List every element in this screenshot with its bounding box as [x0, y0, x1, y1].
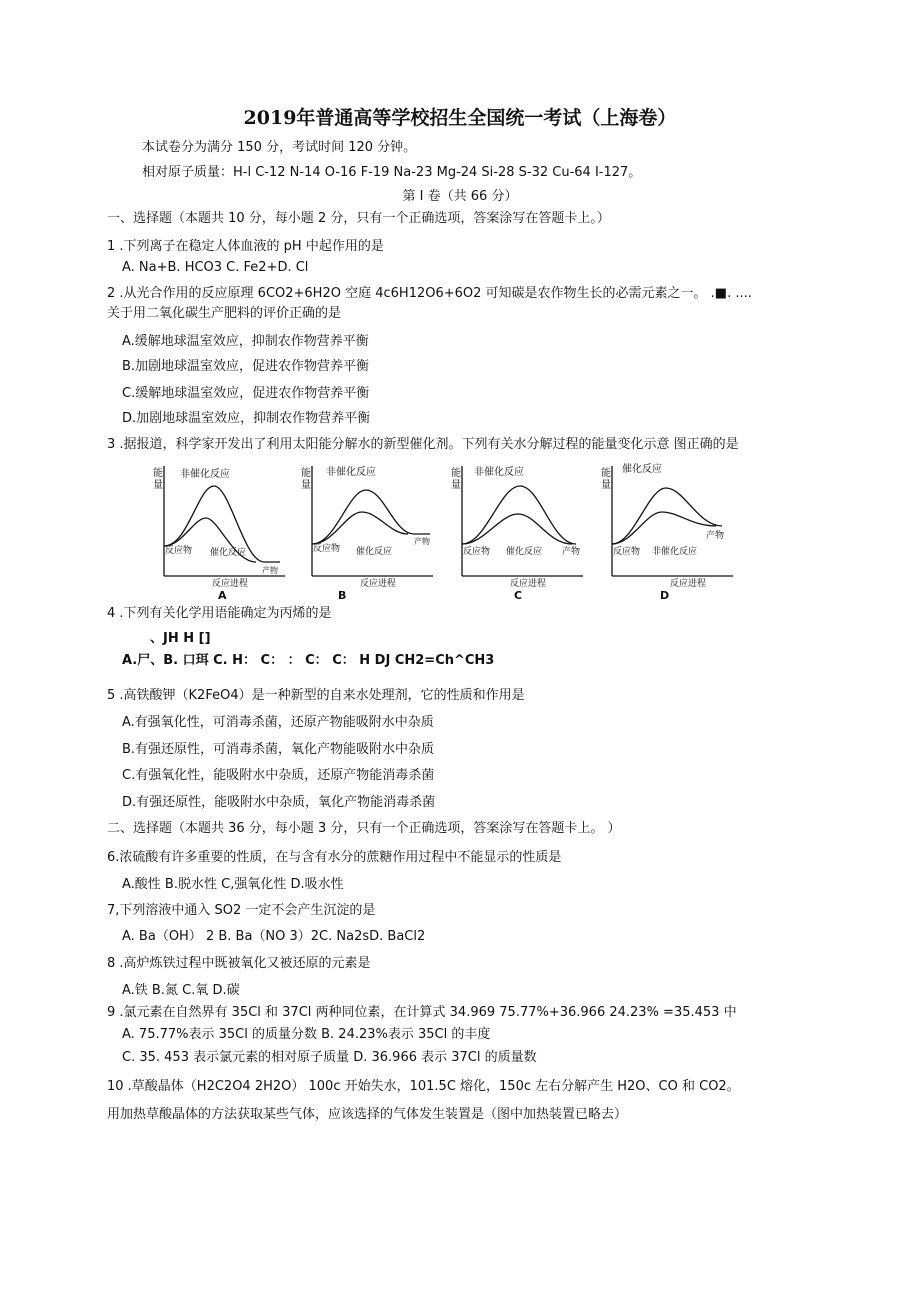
diagram-d-top-label: 催化反应: [622, 464, 662, 475]
diagram-a-noncat-label: 非催化反应: [180, 469, 230, 480]
question-9-stem: 9 .氯元素在自然界有 35Cl 和 37Cl 两种同位素，在计算式 34.969 75.77%+36.966 24.23% =35.453 中: [107, 1005, 737, 1020]
question-8-stem: 8 .高炉炼铁过程中既被氧化又被还原的元素是: [107, 956, 371, 971]
diagram-b-reactant: 反应物: [313, 544, 341, 554]
diagram-d-bottom-label: 非催化反应: [652, 547, 698, 557]
diagram-a-ylabel-1: 能: [153, 468, 163, 479]
question-5-option-c: C.有强氧化性，能吸附水中杂质，还原产物能消毒杀菌: [122, 768, 435, 783]
diagram-b-letter: B: [338, 589, 347, 602]
diagram-d-reactant: 反应物: [613, 547, 641, 557]
question-7-stem: 7,下列溶液中通入 SO2 一定不会产生沉淀的是: [107, 903, 376, 918]
energy-diagram-a: [150, 458, 290, 603]
intro-score-time: 本试卷分为满分 150 分，考试时间 120 分钟。: [142, 140, 417, 155]
diagram-c-reactant: 反应物: [463, 547, 491, 557]
question-5-option-a: A.有强氧化性，可消毒杀菌，还原产物能吸附水中杂质: [122, 715, 434, 730]
question-4-formula-top: 、JH H []: [150, 631, 211, 646]
section-1-heading: 一、选择题（本题共 10 分，每小题 2 分，只有一个正确选项，答案涂写在答题卡上。）: [107, 211, 610, 226]
diagram-b-noncat-label: 非催化反应: [326, 467, 376, 478]
diagram-c-letter: C: [514, 589, 523, 602]
question-8-options: A.铁 B.氮 C.氧 D.碳: [122, 983, 240, 998]
diagram-a-letter: A: [218, 589, 227, 602]
question-2-option-a: A.缓解地球温室效应，抑制农作物营养平衡: [122, 334, 369, 349]
question-5-option-b: B.有强还原性，可消毒杀菌，氧化产物能吸附水中杂质: [122, 742, 435, 757]
question-4-stem: 4 .下列有关化学用语能确定为丙烯的是: [107, 606, 332, 621]
diagram-c-product: 产物: [562, 547, 581, 557]
question-9-options-ab: A. 75.77%表示 35Cl 的质量分数 B. 24.23%表示 35Cl 的丰度: [122, 1027, 491, 1042]
section-2-heading: 二、选择题（本题共 36 分，每小题 3 分，只有一个正确选项，答案涂写在答题卡上。 ）: [107, 821, 621, 836]
diagram-b-cat-label: 催化反应: [356, 547, 393, 557]
diagram-d-xlabel: 反应进程: [670, 579, 707, 589]
question-6-options: A.酸性 B.脱水性 C,强氧化性 D.吸水性: [122, 877, 344, 892]
diagram-a-product: 产物: [262, 566, 278, 575]
diagram-c-ylabel-1: 能: [451, 468, 461, 479]
question-5-stem: 5 .高铁酸钾（K2FeO4）是一种新型的自来水处理剂，它的性质和作用是: [107, 688, 525, 703]
question-2-option-b: B.加剧地球温室效应，促进农作物营养平衡: [122, 359, 370, 374]
energy-diagram-c: [448, 458, 588, 603]
question-2-stem-cont: 关于用二氧化碳生产肥料的评价正确的是: [107, 306, 342, 321]
diagram-b-ylabel-2: 量: [301, 480, 311, 491]
question-1-options: A. Na+B. HCO3 C. Fe2+D. Cl: [122, 260, 309, 275]
diagram-c-ylabel-2: 量: [451, 480, 461, 491]
question-3-stem: 3 .据报道，科学家开发出了利用太阳能分解水的新型催化剂。下列有关水分解过程的能量变化示意 图正确的是: [107, 437, 739, 452]
energy-diagram-d: [598, 458, 738, 603]
question-7-options: A. Ba（OH） 2 B. Ba（NO 3）2C. Na2sD. BaCl2: [122, 929, 426, 944]
question-2-option-c: C.缓解地球温室效应，促进农作物营养平衡: [122, 386, 370, 401]
energy-diagram-b: [298, 458, 438, 603]
diagram-c-xlabel: 反应进程: [510, 579, 547, 589]
question-10-stem: 10 .草酸晶体（H2C2O4 2H2O） 100c 开始失水，101.5C 熔化，150c 左右分解产生 H2O、CO 和 CO2。: [107, 1079, 740, 1094]
question-4-options: A.尸、B. 口珥 C. H： C： ： C： C： H DJ CH2=Ch^CH3: [122, 653, 495, 668]
question-5-option-d: D.有强还原性，能吸附水中杂质，氧化产物能消毒杀菌: [122, 795, 436, 810]
diagram-d-ylabel-1: 能: [601, 468, 611, 479]
diagram-b-ylabel-1: 能: [301, 468, 311, 479]
question-2-stem: 2 .从光合作用的反应原理 6CO2+6H2O 空庭 4c6H12O6+6O2 可知碳是农作物生长的必需元素之一。 .■. ....: [107, 286, 752, 301]
diagram-d-letter: D: [660, 589, 670, 602]
diagram-a-ylabel-2: 量: [153, 480, 163, 491]
question-9-options-cd: C. 35. 453 表示氯元素的相对原子质量 D. 36.966 表示 37Cl 的质量数: [122, 1050, 537, 1065]
diagram-a-xlabel: 反应进程: [212, 579, 249, 589]
diagram-d-product: 产物: [706, 531, 725, 541]
question-6-stem: 6.浓硫酸有许多重要的性质，在与含有水分的蔗糖作用过程中不能显示的性质是: [107, 850, 562, 865]
question-1-stem: 1 .下列离子在稳定人体血液的 pH 中起作用的是: [107, 239, 384, 254]
diagram-b-xlabel: 反应进程: [360, 579, 397, 589]
diagram-c-cat-label: 催化反应: [506, 547, 543, 557]
diagram-c-noncat-label: 非催化反应: [474, 467, 524, 478]
question-2-option-d: D.加剧地球温室效应，抑制农作物营养平衡: [122, 411, 371, 426]
question-10-stem-cont: 用加热草酸晶体的方法获取某些气体，应该选择的气体发生装置是（图中加热装置已略去）: [107, 1107, 628, 1122]
diagram-a-reactant: 反应物: [165, 546, 193, 556]
part-heading: 第 I 卷（共 66 分）: [402, 189, 518, 204]
diagram-b-product: 产物: [414, 537, 430, 546]
diagram-a-cat-label: 催化反应: [210, 548, 247, 558]
intro-atomic-masses: 相对原子质量：H-l C-12 N-14 O-16 F-19 Na-23 Mg-24 Si-28 S-32 Cu-64 I-127。: [142, 165, 642, 180]
page-title: 2019年普通高等学校招生全国统一考试（上海卷）: [243, 107, 677, 129]
diagram-d-ylabel-2: 量: [601, 480, 611, 491]
